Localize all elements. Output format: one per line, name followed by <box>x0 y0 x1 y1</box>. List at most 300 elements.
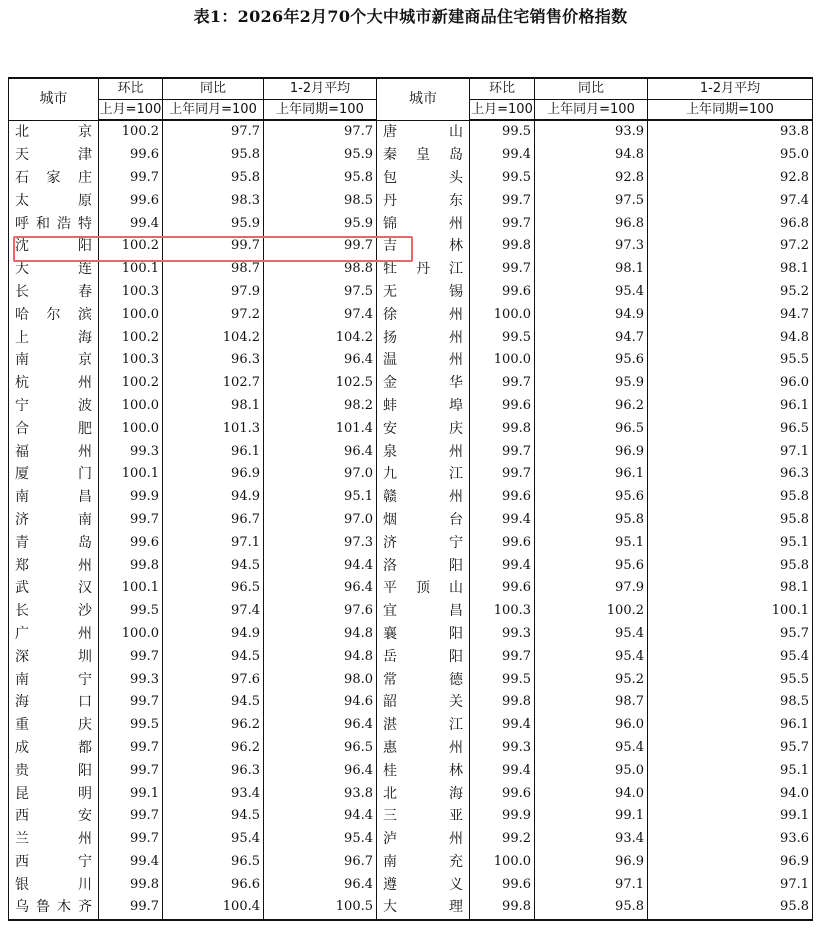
table-row <box>9 851 813 874</box>
table-row <box>9 782 813 805</box>
table-row <box>9 326 813 349</box>
mom-cell-right: 99.4 <box>470 144 535 167</box>
mom-cell-right: 99.6 <box>470 281 535 304</box>
city-cell-right <box>377 235 470 258</box>
avg-cell-left: 97.6 <box>264 600 377 623</box>
city-cell-right <box>377 805 470 828</box>
mom-cell-right: 99.7 <box>470 645 535 668</box>
table-row <box>9 144 813 167</box>
avg-cell-left: 97.0 <box>264 509 377 532</box>
yoy-cell-right: 95.6 <box>535 486 648 509</box>
city-cell-left <box>9 759 99 782</box>
yoy-cell-left: 94.5 <box>163 554 264 577</box>
avg-cell-left: 98.0 <box>264 668 377 691</box>
city-name: 西 安 <box>15 808 92 825</box>
mom-cell-right: 99.3 <box>470 737 535 760</box>
yoy-cell-left: 95.8 <box>163 167 264 190</box>
city-cell-right <box>377 896 470 920</box>
avg-cell-left: 100.5 <box>264 896 377 920</box>
yoy-cell-right: 97.3 <box>535 235 648 258</box>
city-name: 大 连 <box>15 261 92 278</box>
avg-cell-right: 96.3 <box>648 463 813 486</box>
mom-cell-right: 99.6 <box>470 486 535 509</box>
city-cell-right <box>377 759 470 782</box>
mom-base-right: 上月=100 <box>470 100 535 121</box>
yoy-cell-right: 96.1 <box>535 463 648 486</box>
avg-cell-right: 92.8 <box>648 167 813 190</box>
city-cell-right <box>377 463 470 486</box>
avg-cell-right: 96.5 <box>648 417 813 440</box>
mom-cell-left: 99.3 <box>99 440 163 463</box>
mom-cell-right: 99.4 <box>470 759 535 782</box>
city-name: 宜 昌 <box>383 603 463 620</box>
city-name: 扬 州 <box>383 329 463 346</box>
avg-cell-left: 96.4 <box>264 759 377 782</box>
city-cell-right <box>377 691 470 714</box>
city-cell-left <box>9 828 99 851</box>
mom-cell-left: 99.7 <box>99 167 163 190</box>
yoy-cell-right: 94.0 <box>535 782 648 805</box>
city-cell-right <box>377 372 470 395</box>
city-name: 大 理 <box>383 899 463 916</box>
avg-cell-left: 104.2 <box>264 326 377 349</box>
yoy-cell-left: 95.8 <box>163 144 264 167</box>
avg-cell-left: 98.5 <box>264 189 377 212</box>
yoy-cell-left: 94.9 <box>163 623 264 646</box>
mom-cell-left: 99.7 <box>99 645 163 668</box>
city-cell-right <box>377 440 470 463</box>
yoy-cell-left: 94.9 <box>163 486 264 509</box>
city-cell-left <box>9 509 99 532</box>
mom-cell-right: 99.7 <box>470 212 535 235</box>
yoy-base-left: 上年同月=100 <box>163 100 264 121</box>
avg-cell-left: 102.5 <box>264 372 377 395</box>
mom-cell-left: 99.8 <box>99 554 163 577</box>
city-cell-left <box>9 326 99 349</box>
yoy-cell-left: 95.9 <box>163 212 264 235</box>
mom-cell-right: 99.4 <box>470 554 535 577</box>
city-name: 郑 州 <box>15 557 92 574</box>
city-cell-right <box>377 303 470 326</box>
table-row <box>9 737 813 760</box>
table-row <box>9 554 813 577</box>
city-cell-right <box>377 509 470 532</box>
yoy-cell-left: 96.5 <box>163 851 264 874</box>
city-name: 济 宁 <box>383 534 463 551</box>
mom-cell-right: 99.6 <box>470 531 535 554</box>
yoy-cell-right: 95.1 <box>535 531 648 554</box>
mom-cell-right: 99.9 <box>470 805 535 828</box>
city-name: 济 南 <box>15 511 92 528</box>
city-cell-right <box>377 258 470 281</box>
yoy-cell-right: 95.4 <box>535 623 648 646</box>
city-cell-right <box>377 873 470 896</box>
city-cell-left <box>9 395 99 418</box>
avg-base-right: 上年同期=100 <box>648 100 813 121</box>
avg-cell-right: 96.1 <box>648 395 813 418</box>
yoy-cell-right: 97.5 <box>535 189 648 212</box>
mom-cell-left: 99.7 <box>99 759 163 782</box>
yoy-cell-left: 96.3 <box>163 349 264 372</box>
avg-cell-right: 93.6 <box>648 828 813 851</box>
yoy-cell-right: 95.4 <box>535 737 648 760</box>
table-row <box>9 577 813 600</box>
avg-cell-left: 94.8 <box>264 645 377 668</box>
avg-cell-right: 95.5 <box>648 349 813 372</box>
yoy-cell-right: 98.1 <box>535 258 648 281</box>
city-name: 呼 和 浩 特 <box>15 215 92 232</box>
price-index-table <box>8 77 813 921</box>
city-name: 深 圳 <box>15 648 92 665</box>
mom-cell-right: 100.0 <box>470 349 535 372</box>
avg-cell-left: 96.4 <box>264 714 377 737</box>
city-name: 烟 台 <box>383 511 463 528</box>
mom-cell-left: 100.1 <box>99 463 163 486</box>
yoy-cell-left: 96.7 <box>163 509 264 532</box>
avg-cell-right: 95.7 <box>648 737 813 760</box>
avg-cell-right: 97.1 <box>648 873 813 896</box>
city-cell-left <box>9 737 99 760</box>
city-name: 北 海 <box>383 785 463 802</box>
avg-cell-right: 98.5 <box>648 691 813 714</box>
city-cell-right <box>377 782 470 805</box>
avg-cell-right: 95.0 <box>648 144 813 167</box>
city-name: 唐 山 <box>383 124 463 141</box>
city-cell-right <box>377 623 470 646</box>
mom-cell-left: 99.6 <box>99 189 163 212</box>
city-name: 贵 阳 <box>15 762 92 779</box>
table-title: 表1：2026年2月70个大中城市新建商品住宅销售价格指数 <box>193 7 628 26</box>
mom-base-left: 上月=100 <box>99 100 163 121</box>
city-cell-left <box>9 645 99 668</box>
city-name: 石 家 庄 <box>15 169 92 186</box>
city-cell-left <box>9 189 99 212</box>
city-cell-left <box>9 600 99 623</box>
city-cell-right <box>377 281 470 304</box>
city-name: 襄 阳 <box>383 625 463 642</box>
mom-cell-left: 100.2 <box>99 326 163 349</box>
table-row <box>9 623 813 646</box>
city-name: 洛 阳 <box>383 557 463 574</box>
city-cell-left <box>9 372 99 395</box>
city-name: 丹 东 <box>383 192 463 209</box>
mom-cell-right: 99.8 <box>470 896 535 920</box>
yoy-cell-right: 94.7 <box>535 326 648 349</box>
mom-cell-left: 99.5 <box>99 714 163 737</box>
yoy-header-left: 同比 <box>163 78 264 100</box>
yoy-cell-left: 95.4 <box>163 828 264 851</box>
city-cell-left <box>9 782 99 805</box>
mom-cell-right: 99.6 <box>470 873 535 896</box>
yoy-cell-left: 97.4 <box>163 600 264 623</box>
mom-cell-right: 99.5 <box>470 167 535 190</box>
mom-cell-right: 99.7 <box>470 463 535 486</box>
mom-cell-right: 99.8 <box>470 691 535 714</box>
city-name: 安 庆 <box>383 420 463 437</box>
yoy-cell-right: 95.4 <box>535 645 648 668</box>
mom-cell-right: 99.7 <box>470 372 535 395</box>
avg-cell-left: 97.4 <box>264 303 377 326</box>
city-name: 合 肥 <box>15 420 92 437</box>
yoy-cell-left: 97.6 <box>163 668 264 691</box>
city-name: 包 头 <box>383 169 463 186</box>
mom-cell-left: 100.3 <box>99 281 163 304</box>
city-name: 常 德 <box>383 671 463 688</box>
avg-cell-left: 96.4 <box>264 873 377 896</box>
yoy-cell-left: 96.1 <box>163 440 264 463</box>
yoy-cell-left: 97.2 <box>163 303 264 326</box>
city-name: 海 口 <box>15 694 92 711</box>
yoy-cell-left: 96.5 <box>163 577 264 600</box>
yoy-cell-right: 97.9 <box>535 577 648 600</box>
table-row <box>9 531 813 554</box>
avg-cell-right: 94.7 <box>648 303 813 326</box>
mom-cell-left: 100.0 <box>99 303 163 326</box>
mom-cell-left: 99.6 <box>99 144 163 167</box>
mom-cell-right: 99.6 <box>470 395 535 418</box>
table-row <box>9 417 813 440</box>
mom-cell-right: 100.0 <box>470 303 535 326</box>
yoy-cell-right: 95.6 <box>535 554 648 577</box>
yoy-cell-left: 98.1 <box>163 395 264 418</box>
yoy-cell-right: 96.9 <box>535 440 648 463</box>
city-cell-right <box>377 326 470 349</box>
table-row <box>9 645 813 668</box>
yoy-cell-left: 98.7 <box>163 258 264 281</box>
yoy-cell-left: 98.3 <box>163 189 264 212</box>
city-header-right: 城市 <box>377 78 470 120</box>
mom-cell-left: 99.1 <box>99 782 163 805</box>
city-header-left: 城市 <box>9 78 99 120</box>
mom-cell-left: 99.7 <box>99 509 163 532</box>
mom-cell-right: 99.2 <box>470 828 535 851</box>
city-cell-left <box>9 577 99 600</box>
yoy-cell-right: 95.9 <box>535 372 648 395</box>
city-cell-left <box>9 167 99 190</box>
avg-cell-right: 95.8 <box>648 486 813 509</box>
city-name: 岳 阳 <box>383 648 463 665</box>
mom-header-right: 环比 <box>470 78 535 100</box>
city-name: 秦 皇 岛 <box>383 147 463 164</box>
yoy-cell-right: 99.1 <box>535 805 648 828</box>
table-row <box>9 235 813 258</box>
city-cell-left <box>9 896 99 920</box>
table-body <box>9 120 813 920</box>
mom-cell-left: 100.2 <box>99 372 163 395</box>
avg-cell-right: 96.8 <box>648 212 813 235</box>
city-name: 宁 波 <box>15 397 92 414</box>
city-name: 成 都 <box>15 739 92 756</box>
avg-cell-right: 95.8 <box>648 554 813 577</box>
table-row <box>9 395 813 418</box>
city-name: 南 充 <box>383 853 463 870</box>
table-row <box>9 440 813 463</box>
city-name: 上 海 <box>15 329 92 346</box>
city-name: 福 州 <box>15 443 92 460</box>
table-row <box>9 600 813 623</box>
yoy-cell-left: 96.3 <box>163 759 264 782</box>
city-cell-right <box>377 349 470 372</box>
yoy-cell-right: 94.8 <box>535 144 648 167</box>
mom-cell-right: 99.8 <box>470 417 535 440</box>
yoy-cell-left: 100.4 <box>163 896 264 920</box>
mom-cell-left: 99.4 <box>99 212 163 235</box>
table-row <box>9 668 813 691</box>
city-cell-right <box>377 120 470 144</box>
city-name: 昆 明 <box>15 785 92 802</box>
city-cell-left <box>9 463 99 486</box>
city-cell-left <box>9 258 99 281</box>
yoy-cell-left: 96.2 <box>163 714 264 737</box>
mom-header-left: 环比 <box>99 78 163 100</box>
yoy-cell-right: 95.8 <box>535 896 648 920</box>
city-name: 吉 林 <box>383 238 463 255</box>
city-name: 赣 州 <box>383 489 463 506</box>
city-cell-right <box>377 737 470 760</box>
city-cell-right <box>377 577 470 600</box>
city-cell-left <box>9 531 99 554</box>
avg-cell-left: 97.0 <box>264 463 377 486</box>
city-cell-left <box>9 440 99 463</box>
city-name: 韶 关 <box>383 694 463 711</box>
table-row <box>9 372 813 395</box>
yoy-cell-left: 101.3 <box>163 417 264 440</box>
yoy-cell-right: 96.8 <box>535 212 648 235</box>
yoy-cell-left: 97.7 <box>163 120 264 144</box>
city-name: 长 春 <box>15 283 92 300</box>
yoy-cell-left: 96.9 <box>163 463 264 486</box>
mom-cell-right: 99.5 <box>470 120 535 144</box>
table-row <box>9 896 813 920</box>
city-cell-left <box>9 851 99 874</box>
avg-cell-left: 98.8 <box>264 258 377 281</box>
mom-cell-left: 99.5 <box>99 600 163 623</box>
city-cell-left <box>9 668 99 691</box>
city-name: 西 宁 <box>15 853 92 870</box>
avg-cell-left: 96.4 <box>264 577 377 600</box>
city-cell-right <box>377 189 470 212</box>
table-row <box>9 805 813 828</box>
table-row <box>9 873 813 896</box>
city-name: 惠 州 <box>383 739 463 756</box>
city-name: 武 汉 <box>15 580 92 597</box>
mom-cell-left: 100.2 <box>99 120 163 144</box>
city-name: 沈 阳 <box>15 238 92 255</box>
yoy-cell-right: 98.7 <box>535 691 648 714</box>
city-cell-right <box>377 851 470 874</box>
mom-cell-right: 99.7 <box>470 189 535 212</box>
mom-cell-left: 99.4 <box>99 851 163 874</box>
city-name: 青 岛 <box>15 534 92 551</box>
city-cell-right <box>377 668 470 691</box>
city-cell-right <box>377 167 470 190</box>
yoy-cell-left: 99.7 <box>163 235 264 258</box>
yoy-cell-right: 92.8 <box>535 167 648 190</box>
mom-cell-right: 100.0 <box>470 851 535 874</box>
city-name: 泸 州 <box>383 831 463 848</box>
avg-header-right: 1-2月平均 <box>648 78 813 100</box>
table-row <box>9 509 813 532</box>
city-name: 无 锡 <box>383 283 463 300</box>
mom-cell-right: 100.3 <box>470 600 535 623</box>
avg-cell-right: 98.1 <box>648 577 813 600</box>
city-cell-right <box>377 486 470 509</box>
city-name: 北 京 <box>15 124 92 141</box>
city-name: 锦 州 <box>383 215 463 232</box>
avg-cell-left: 96.7 <box>264 851 377 874</box>
city-cell-right <box>377 212 470 235</box>
yoy-cell-left: 102.7 <box>163 372 264 395</box>
city-name: 南 宁 <box>15 671 92 688</box>
mom-cell-left: 100.0 <box>99 395 163 418</box>
avg-cell-right: 96.9 <box>648 851 813 874</box>
city-cell-left <box>9 212 99 235</box>
yoy-base-right: 上年同月=100 <box>535 100 648 121</box>
table-row <box>9 463 813 486</box>
avg-cell-left: 94.6 <box>264 691 377 714</box>
avg-cell-right: 94.0 <box>648 782 813 805</box>
yoy-cell-right: 96.0 <box>535 714 648 737</box>
yoy-cell-left: 97.9 <box>163 281 264 304</box>
mom-cell-left: 99.7 <box>99 896 163 920</box>
avg-cell-left: 93.8 <box>264 782 377 805</box>
city-cell-left <box>9 805 99 828</box>
avg-cell-left: 96.5 <box>264 737 377 760</box>
avg-cell-left: 94.8 <box>264 623 377 646</box>
mom-cell-right: 99.5 <box>470 668 535 691</box>
city-cell-right <box>377 417 470 440</box>
city-cell-right <box>377 828 470 851</box>
table-row <box>9 691 813 714</box>
avg-cell-right: 93.8 <box>648 120 813 144</box>
city-cell-left <box>9 623 99 646</box>
mom-cell-right: 99.6 <box>470 577 535 600</box>
mom-cell-right: 99.6 <box>470 782 535 805</box>
mom-cell-left: 99.6 <box>99 531 163 554</box>
mom-cell-left: 100.1 <box>99 258 163 281</box>
city-cell-left <box>9 486 99 509</box>
table-row <box>9 486 813 509</box>
city-name: 天 津 <box>15 147 92 164</box>
avg-cell-left: 97.5 <box>264 281 377 304</box>
city-cell-left <box>9 554 99 577</box>
table-row <box>9 281 813 304</box>
mom-cell-right: 99.5 <box>470 326 535 349</box>
city-name: 遵 义 <box>383 876 463 893</box>
table-row <box>9 189 813 212</box>
avg-cell-right: 95.2 <box>648 281 813 304</box>
city-name: 杭 州 <box>15 375 92 392</box>
yoy-cell-right: 96.5 <box>535 417 648 440</box>
mom-cell-left: 99.7 <box>99 828 163 851</box>
mom-cell-right: 99.8 <box>470 235 535 258</box>
city-name: 泉 州 <box>383 443 463 460</box>
avg-cell-right: 96.1 <box>648 714 813 737</box>
city-name: 金 华 <box>383 375 463 392</box>
avg-cell-left: 95.8 <box>264 167 377 190</box>
mom-cell-right: 99.7 <box>470 258 535 281</box>
yoy-cell-left: 94.5 <box>163 691 264 714</box>
avg-cell-left: 96.4 <box>264 440 377 463</box>
city-name: 广 州 <box>15 625 92 642</box>
city-name: 重 庆 <box>15 717 92 734</box>
table-row <box>9 828 813 851</box>
yoy-cell-right: 94.9 <box>535 303 648 326</box>
avg-cell-right: 95.1 <box>648 759 813 782</box>
city-name: 长 沙 <box>15 603 92 620</box>
avg-cell-right: 96.0 <box>648 372 813 395</box>
mom-cell-right: 99.7 <box>470 440 535 463</box>
